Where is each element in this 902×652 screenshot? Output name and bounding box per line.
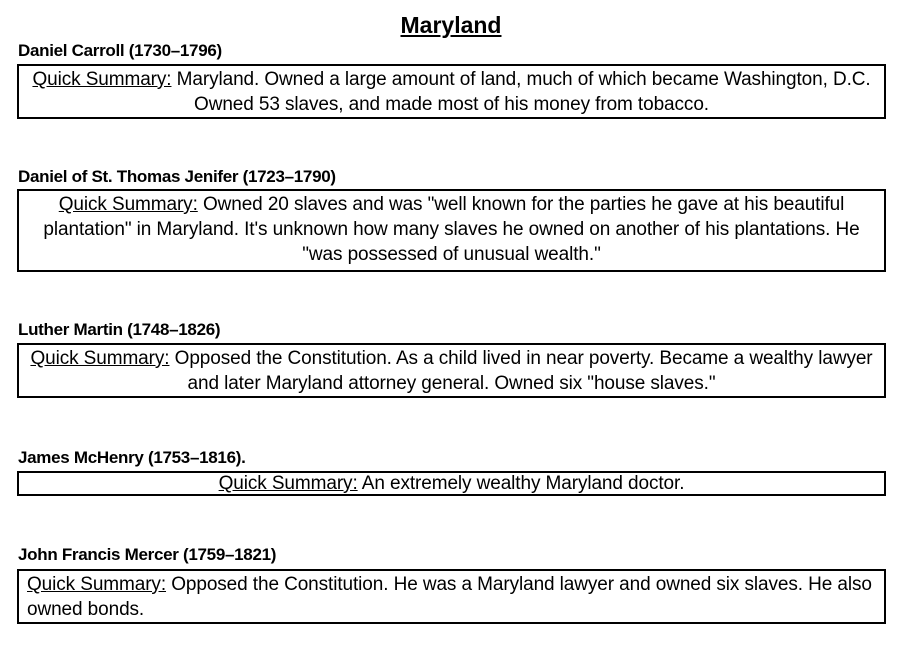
summary-text: Opposed the Constitution. As a child lived in near poverty. Became a wealthy lawyer and later Maryland attorney general. Owned six "house slaves." [174,348,873,394]
summary-box-carroll [17,64,886,119]
summary-box-mercer [17,569,886,624]
summary-box-jenifer [17,189,886,272]
quick-summary-label: Quick Summary: [30,348,170,369]
summary-text: An extremely wealthy Maryland doctor. [361,473,685,494]
entry-name-mercer: John Francis Mercer (1759–1821) [18,545,277,564]
summary-box-mchenry [17,471,886,496]
quick-summary-label: Quick Summary: [32,69,172,90]
entry-name-mchenry: James McHenry (1753–1816). [18,448,246,467]
quick-summary-label: Quick Summary: [218,473,358,494]
entry-name-carroll: Daniel Carroll (1730–1796) [18,41,222,60]
summary-text: Opposed the Constitution. He was a Maryland lawyer and owned six slaves. He also owned bonds. [27,574,872,620]
summary-text: Owned 20 slaves and was "well known for the parties he gave at his beautiful plantation" in Maryland. It's unknown how many slaves he owned on another of his plantations. He "was possessed of unusual wealth." [43,194,860,265]
quick-summary-label: Quick Summary: [58,194,198,215]
page-title: Maryland [400,12,502,38]
summary-box-martin [17,343,886,398]
summary-text: Maryland. Owned a large amount of land, much of which became Washington, D.C. Owned 53 slaves, and made most of his money from tobacco. [176,69,871,115]
quick-summary-label: Quick Summary: [27,574,167,595]
entry-name-martin: Luther Martin (1748–1826) [18,320,221,339]
entry-name-jenifer: Daniel of St. Thomas Jenifer (1723–1790) [18,167,336,186]
